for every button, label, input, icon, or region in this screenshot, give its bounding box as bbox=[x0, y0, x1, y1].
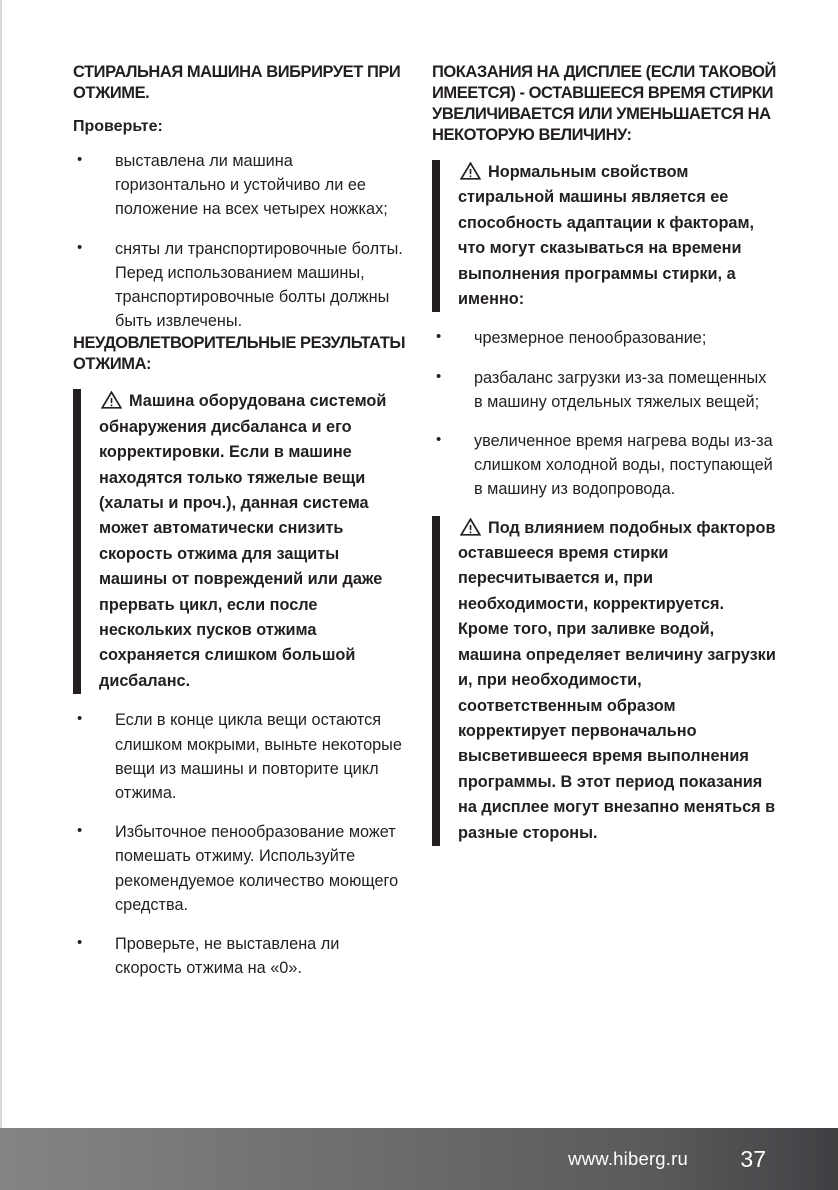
warning-block-right-2 bbox=[432, 516, 777, 846]
list-item: • чрезмерное пенообразование; bbox=[432, 326, 777, 350]
list-item: • Проверьте, не выставлена ли скорость отжима на «0». bbox=[73, 932, 406, 980]
right-column-heading: ПОКАЗАНИЯ НА ДИСПЛЕЕ (ЕСЛИ ТАКОВОЙ ИМЕЕТСЯ) - ОСТАВШЕЕСЯ ВРЕМЯ СТИРКИ УВЕЛИЧИВАЕТСЯ ИЛИ УМЕНЬШАЕТСЯ НА НЕКОТОРУЮ ВЕЛИЧИНУ: bbox=[432, 63, 776, 144]
list-item: • Избыточное пенообразование может помешать отжиму. Используйте рекомендуемое количество моющего средства. bbox=[73, 820, 406, 917]
page-content bbox=[73, 62, 791, 980]
right-column bbox=[432, 62, 777, 860]
left-bottom-bullet-list bbox=[73, 708, 406, 980]
left-column-heading: СТИРАЛЬНАЯ МАШИНА ВИБРИРУЕТ ПРИ ОТЖИМЕ. bbox=[73, 63, 401, 102]
list-item: • Если в конце цикла вещи остаются слишком мокрыми, выньте некоторые вещи из машины и повторите цикл отжима. bbox=[73, 708, 406, 805]
warning-block-right-2-text: Под влиянием подобных факторов оставшееся время стирки пересчитывается и, при необходимости, корректируется. Кроме того, при заливке водой, машина определяет величину загрузки и, при необходимости, соответственным образом корректирует первоначально высветившееся время выполнения программы. В этот период показания на дисплее могут внезапно меняться в разные стороны. bbox=[458, 518, 776, 842]
warning-block-left-text-wrapper bbox=[99, 389, 406, 694]
warning-block-left bbox=[73, 389, 406, 694]
left-top-bullet-list bbox=[73, 149, 406, 333]
warning-block-right-1-text: Нормальным свойством стиральной машины является ее способность адаптации к факторам, что могут сказываться на времени выполнения программы стирки, а именно: bbox=[458, 163, 755, 309]
page-footer bbox=[0, 1128, 838, 1190]
warning-triangle-icon bbox=[460, 518, 481, 536]
check-sub-heading: Проверьте: bbox=[73, 118, 163, 135]
page-left-edge-rule bbox=[0, 0, 2, 1190]
list-item: • выставлена ли машина горизонтально и устойчиво ли ее положение на всех четырех ножках; bbox=[73, 149, 406, 222]
warning-block-left-text: Машина оборудована системой обнаружения дисбаланса и его корректировки. Если в машине находятся только тяжелые вещи (халаты и проч.), данная система может автоматически снизить скорость отжима для защиты машины от повреждений или даже прервать цикл, если после нескольких пусков отжима сохраняется слишком большой дисбаланс. bbox=[99, 392, 387, 690]
right-bullet-list bbox=[432, 326, 777, 501]
list-item: • разбаланс загрузки из-за помещенных в машину отдельных тяжелых вещей; bbox=[432, 366, 777, 414]
left-column bbox=[73, 62, 418, 980]
warning-block-right-2-text-wrapper bbox=[458, 516, 777, 846]
warning-triangle-icon bbox=[460, 162, 481, 180]
list-item: • сняты ли транспортировочные болты. Перед использованием машины, транспортировочные болты должны быть извлечены. bbox=[73, 237, 406, 334]
list-item: • увеличенное время нагрева воды из-за слишком холодной воды, поступающей в машину из водопровода. bbox=[432, 429, 777, 502]
left-column-heading-2: НЕУДОВЛЕТВОРИТЕЛЬНЫЕ РЕЗУЛЬТАТЫ ОТЖИМА: bbox=[73, 334, 406, 374]
warning-block-right-1 bbox=[432, 160, 777, 312]
footer-page-number: 37 bbox=[740, 1145, 766, 1172]
warning-triangle-icon bbox=[101, 391, 122, 409]
footer-website: www.hiberg.ru bbox=[568, 1148, 688, 1169]
warning-block-right-1-text-wrapper bbox=[458, 160, 777, 312]
